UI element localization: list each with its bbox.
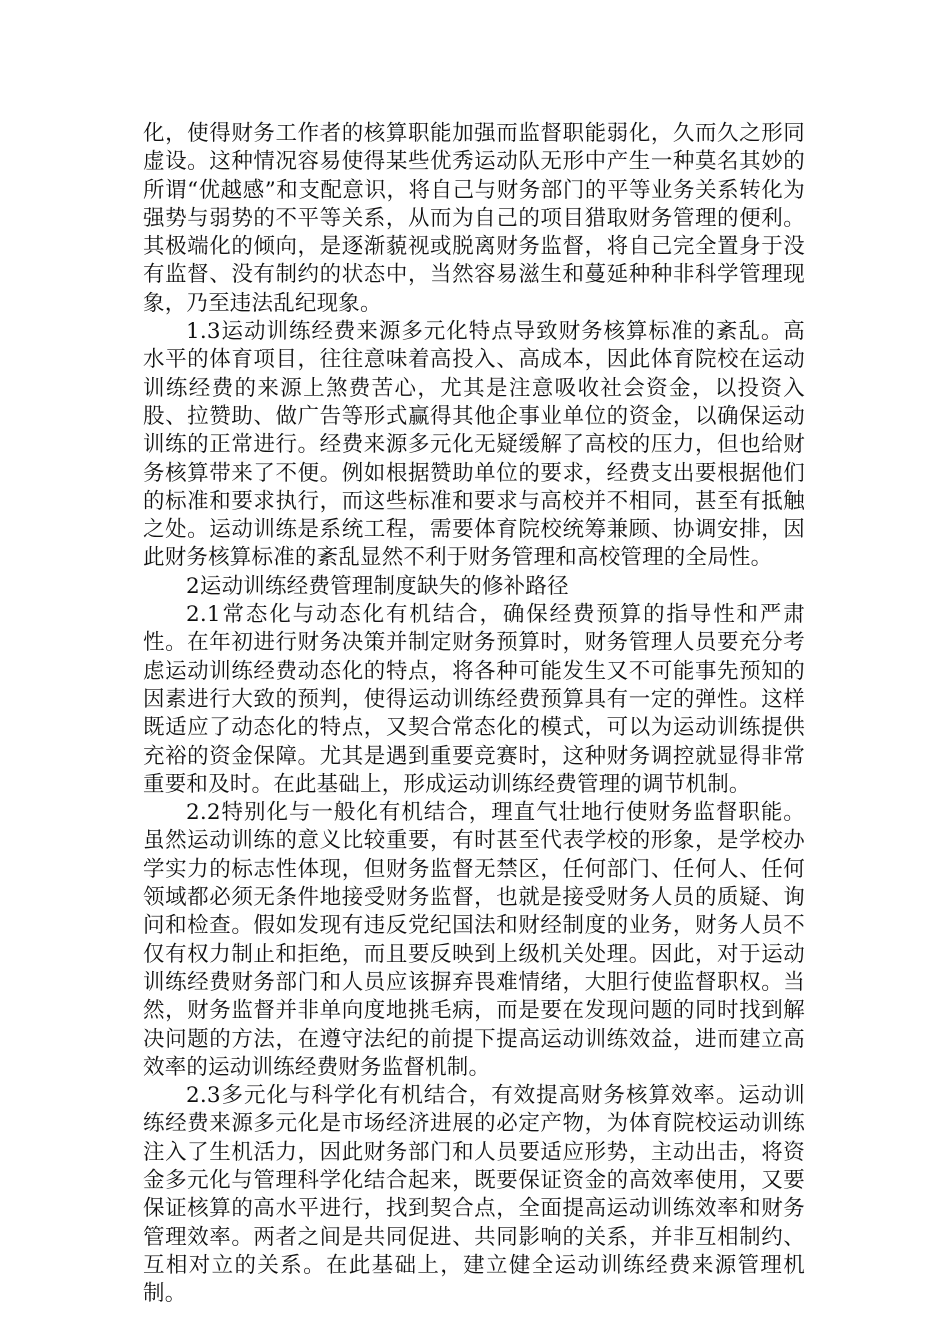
paragraph-continued: 化，使得财务工作者的核算职能加强而监督职能弱化，久而久之形同虚设。这种情况容易使得某些优秀运动队无形中产生一种莫名其妙的所谓“优越感”和支配意识，将自己与财务部门的平等业务关系转化为强势与弱势的不平等关系，从而为自己的项目猎取财务管理的便利。其极端化的倾向，是逐渐藐视或脱离财务监督，将自己完全置身于没有监督、没有制约的状态中，当然容易滋生和蔓延种种非科学管理现象，乃至违法乱纪现象。 <box>143 121 805 316</box>
document-page <box>143 120 805 1308</box>
paragraph-section-2-3: 2.3多元化与科学化有机结合，有效提高财务核算效率。运动训练经费来源多元化是市场经济进展的必定产物，为体育院校运动训练注入了生机活力，因此财务部门和人员要适应形势，主动出击，将资金多元化与管理科学化结合起来，既要保证资金的高效率使用，又要保证核算的高水平进行，找到契合点，全面提高运动训练效率和财务管理效率。两者之间是共同促进、共同影响的关系，并非互相制约、互相对立的关系。在此基础上，建立健全运动训练经费来源管理机制。 <box>143 1083 805 1307</box>
paragraph-section-2-2: 2.2特别化与一般化有机结合，理直气壮地行使财务监督职能。虽然运动训练的意义比较重要，有时甚至代表学校的形象，是学校办学实力的标志性体现，但财务监督无禁区，任何部门、任何人、任何领域都必须无条件地接受财务监督，也就是接受财务人员的质疑、询问和检查。假如发现有违反党纪国法和财经制度的业务，财务人员不仅有权力制止和拒绝，而且要反映到上级机关处理。因此，对于运动训练经费财务部门和人员应该摒弃畏难情绪，大胆行使监督职权。当然，财务监督并非单向度地挑毛病，而是要在发现问题的同时找到解决问题的方法，在遵守法纪的前提下提高运动训练效益，进而建立高效率的运动训练经费财务监督机制。 <box>143 800 805 1080</box>
section-heading-2: 2运动训练经费管理制度缺失的修补路径 <box>186 573 569 599</box>
paragraph-section-1-3: 1.3运动训练经费来源多元化特点导致财务核算标准的紊乱。高水平的体育项目，往往意味着高投入、高成本，因此体育院校在运动训练经费的来源上煞费苦心，尤其是注意吸收社会资金，以投资入股、拉赞助、做广告等形式赢得其他企事业单位的资金，以确保运动训练的正常进行。经费来源多元化无疑缓解了高校的压力，但也给财务核算带来了不便。例如根据赞助单位的要求，经费支出要根据他们的标准和要求执行，而这些标准和要求与高校并不相同，甚至有抵触之处。运动训练是系统工程，需要体育院校统筹兼顾、协调安排，因此财务核算标准的紊乱显然不利于财务管理和高校管理的全局性。 <box>143 319 805 571</box>
paragraph-section-2-1: 2.1常态化与动态化有机结合，确保经费预算的指导性和严肃性。在年初进行财务决策并制定财务预算时，财务管理人员要充分考虑运动训练经费动态化的特点，将各种可能发生又不可能事先预知的因素进行大致的预判，使得运动训练经费预算具有一定的弹性。这样既适应了动态化的特点，又契合常态化的模式，可以为运动训练提供充裕的资金保障。尤其是遇到重要竞赛时，这种财务调控就显得非常重要和及时。在此基础上，形成运动训练经费管理的调节机制。 <box>143 602 805 797</box>
